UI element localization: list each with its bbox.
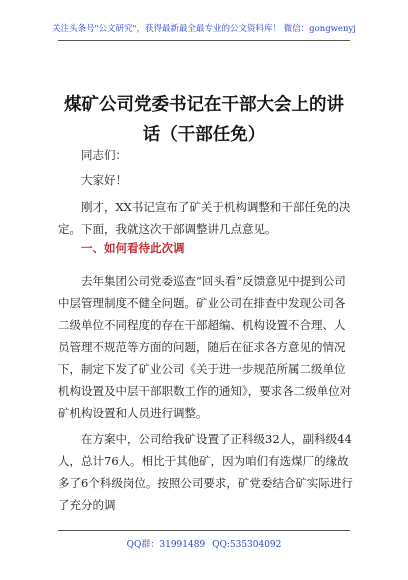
footer-qq: QQ:535304092 — [212, 540, 282, 550]
greeting-comrades: 同志们： — [81, 148, 127, 162]
paragraph-2: 去年集团公司党委巡查“回头看”反馈意见中提到公司中层管理制度不健全问题。矿业公司在排查中发现公司各二级单位不同程度的存在干部超编、机构设置不合理、人员管理不规范等方面的问题，随后在征求各方意见的情况下，制定下发了矿业公司《关于进一步规范所属二级单位机构设置及中层干部职数工作的通知》，要求各二级单位对矿机构设置和人员进行调整。 — [58, 274, 352, 420]
footer-divider — [58, 530, 350, 531]
footer-note — [0, 537, 408, 550]
greeting-everyone: 大家好！ — [81, 173, 127, 187]
header-note: 关注头条号"公文研究"，获得最新最全最专业的公文资料库！ 微信：gongwenyj — [52, 24, 356, 34]
paragraph-1: 刚才，XX书记宣布了矿关于机构调整和干部任免的决定。下面，我就这次干部调整讲几点意见。 — [58, 200, 351, 236]
paragraph-3: 在方案中，公司给我矿设置了正科级32人，副科级44人，总计76人。相比于其他矿，因为咱们有选煤厂的缘故多了6个科级岗位。按照公司要求，矿党委结合矿实际进行了充分的调 — [58, 432, 353, 512]
footer-qq-group: QQ群：31991489 — [126, 540, 206, 550]
document-title: 煤矿公司党委书记在干部大会上的讲话（干部任免） — [64, 95, 344, 145]
header-divider — [58, 40, 350, 41]
section-heading-1: 一、如何看待此次调 — [81, 241, 185, 255]
